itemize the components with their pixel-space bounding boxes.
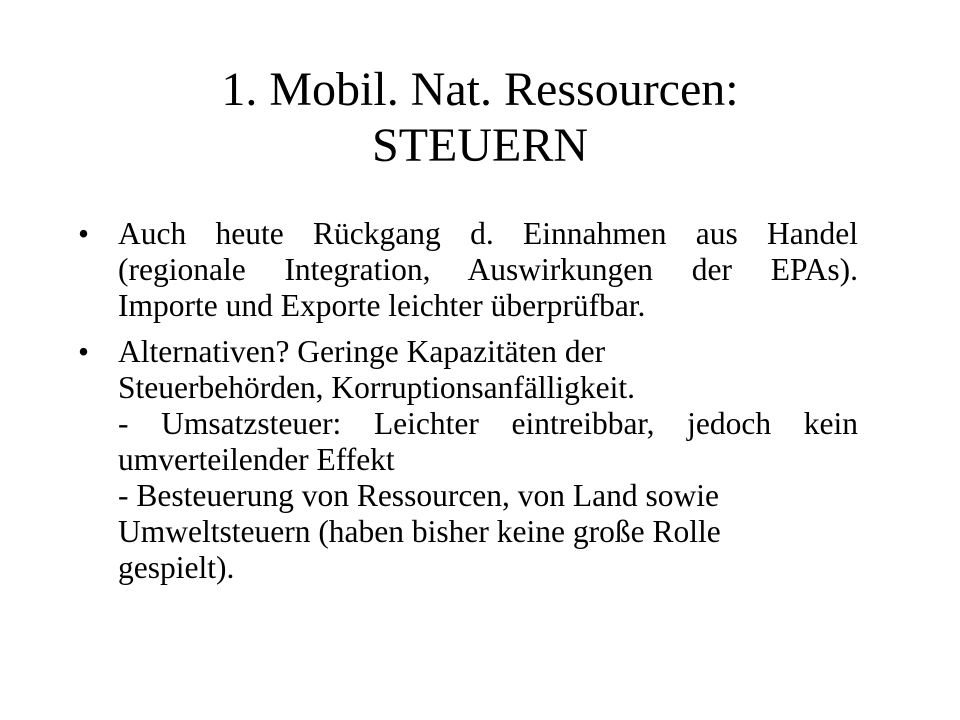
bullet-text-line: - Besteuerung von Ressourcen, von Land sowie <box>118 478 719 513</box>
bullet-text-line: gespielt). <box>118 550 235 585</box>
bullet-text-line: Importe und Exporte leichter überprüfbar. <box>118 288 646 323</box>
bullet-list <box>78 216 858 596</box>
bullet-text-line: - Umsatzsteuer: Leichter eintreibbar, jedoch kein <box>118 406 858 441</box>
bullet-text-line: (regionale Integration, Auswirkungen der EPAs). <box>118 252 858 287</box>
bullet-text-line: Umweltsteuern (haben bisher keine große Rolle <box>118 514 721 549</box>
bullet-item-alternatives <box>78 334 858 586</box>
bullet-text-line: Steuerbehörden, Korruptionsanfälligkeit. <box>118 370 635 405</box>
bullet-point-icon: • <box>78 334 90 369</box>
bullet-text-line: umverteilender Effekt <box>118 442 395 477</box>
bullet-item-trade-revenue <box>78 216 858 324</box>
slide-title <box>60 62 900 174</box>
bullet-text-line: Alternativen? Geringe Kapazitäten der <box>118 334 606 369</box>
slide-title-line-1: 1. Mobil. Nat. Ressourcen: <box>221 63 739 116</box>
bullet-point-icon: • <box>78 216 90 251</box>
bullet-text-line: Auch heute Rückgang d. Einnahmen aus Handel <box>118 216 858 251</box>
slide-title-line-2: STEUERN <box>372 119 588 172</box>
